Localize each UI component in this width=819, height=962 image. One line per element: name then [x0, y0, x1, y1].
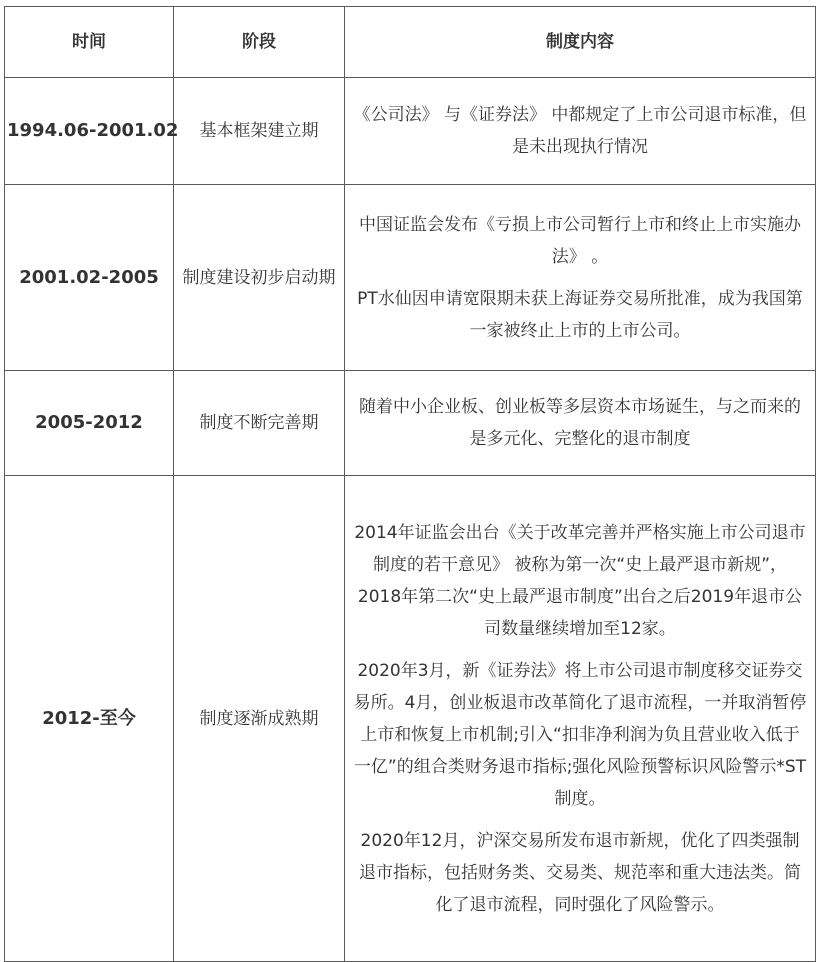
- content-paragraph: PT水仙因申请宽限期未获上海证券交易所批准，成为我国第一家被终止上市的上市公司。: [357, 288, 803, 341]
- time-cell: 2012-至今: [5, 476, 174, 962]
- content-paragraph: 中国证监会发布《亏损上市公司暂行上市和终止上市实施办法》 。: [359, 214, 801, 267]
- content-cell: [345, 185, 816, 371]
- time-cell: 2005-2012: [5, 371, 174, 476]
- stage-cell: 制度建设初步启动期: [174, 185, 345, 371]
- table-row: [5, 78, 816, 185]
- table-row: [5, 476, 816, 962]
- content-cell: [345, 371, 816, 476]
- time-cell: 2001.02-2005: [5, 185, 174, 371]
- time-cell: 1994.06-2001.02: [5, 78, 174, 185]
- content-paragraph: 随着中小企业板、创业板等多层资本市场诞生，与之而来的是多元化、完整化的退市制度: [359, 397, 801, 449]
- header-row: [5, 7, 816, 78]
- content-paragraph: 《公司法》 与《证券法》 中都规定了上市公司退市标准，但是未出现执行情况: [353, 105, 807, 157]
- stage-cell: 基本框架建立期: [174, 78, 345, 185]
- content-cell: [345, 78, 816, 185]
- stage-cell: 制度逐渐成熟期: [174, 476, 345, 962]
- table-row: [5, 371, 816, 476]
- stage-cell: 制度不断完善期: [174, 371, 345, 476]
- header-time: 时间: [5, 7, 174, 78]
- delisting-system-table: [4, 6, 816, 962]
- content-cell: [345, 476, 816, 962]
- content-paragraph: 2020年12月，沪深交易所发布退市新规，优化了四类强制退市指标，包括财务类、交易类、规范率和重大违法类。简化了退市流程，同时强化了风险警示。: [359, 830, 801, 915]
- content-paragraph: 2014年证监会出台《关于改革完善并严格实施上市公司退市制度的若干意见》 被称为第一次“史上最严退市新规”，2018年第二次“史上最严退市制度”出台之后2019年退市公司数量继续增加至12家。: [354, 522, 806, 639]
- header-stage: 阶段: [174, 7, 345, 78]
- header-content: 制度内容: [345, 7, 816, 78]
- table-row: [5, 185, 816, 371]
- content-paragraph: 2020年3月，新《证券法》将上市公司退市制度移交证券交易所。4月，创业板退市改革简化了退市流程，一并取消暂停上市和恢复上市机制;引入“扣非净利润为负且营业收入低于一亿”的组合类财务退市指标;强化风险预警标识风险警示*ST制度。: [353, 660, 807, 809]
